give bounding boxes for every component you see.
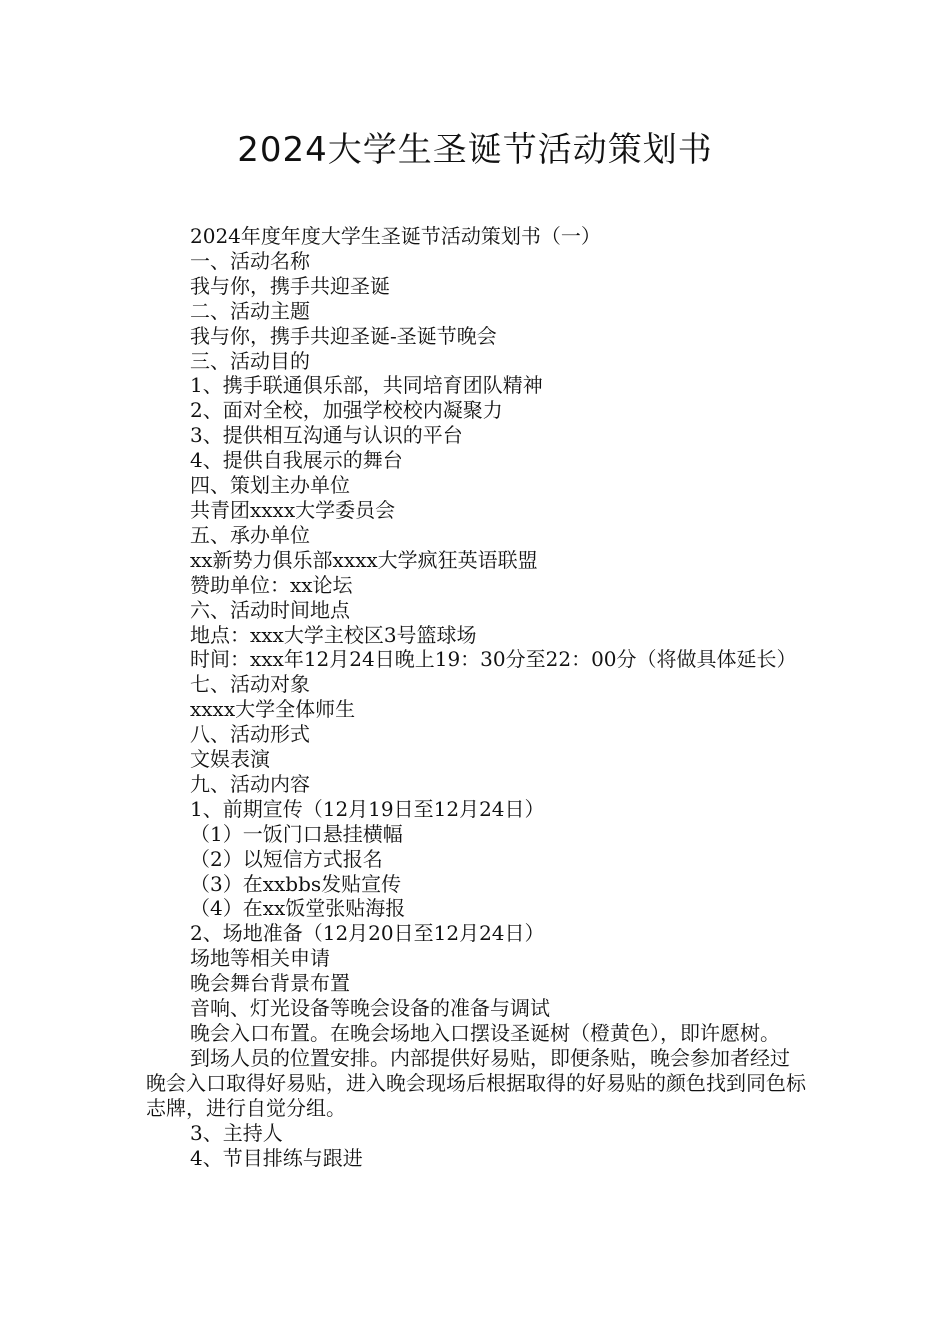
paragraph: xxxx大学全体师生: [190, 697, 356, 722]
paragraph: 我与你，携手共迎圣诞-圣诞节晚会: [190, 323, 497, 348]
paragraph: 地点：xxx大学主校区3号篮球场: [190, 622, 477, 647]
list-item: （3）在xxbbs发贴宣传: [190, 871, 402, 896]
paragraph: 2024年度年度大学生圣诞节活动策划书（一）: [190, 224, 601, 248]
paragraph: 晚会舞台背景布置: [190, 971, 350, 996]
list-item: 2、场地准备（12月20日至12月24日）: [190, 921, 545, 946]
paragraph: 场地等相关申请: [190, 946, 330, 971]
section-heading: 一、活动名称: [190, 248, 310, 273]
section-heading: 三、活动目的: [190, 348, 310, 373]
document-body: [146, 224, 808, 1170]
paragraph: 我与你，携手共迎圣诞: [190, 273, 390, 298]
list-item: 3、主持人: [190, 1120, 283, 1145]
document-title: 2024大学生圣诞节活动策划书: [237, 130, 713, 170]
paragraph: 时间：xxx年12月24日晚上19：30分至22：00分（将做具体延长）: [190, 647, 797, 672]
list-item: （1）一饭门口悬挂横幅: [190, 821, 403, 846]
paragraph: 共青团xxxx大学委员会: [190, 497, 396, 522]
section-heading: 五、承办单位: [190, 522, 310, 547]
section-heading: 四、策划主办单位: [190, 473, 350, 498]
section-heading: 七、活动对象: [190, 672, 310, 697]
list-item: （2）以短信方式报名: [190, 846, 383, 871]
section-heading: 二、活动主题: [190, 298, 310, 323]
paragraph: 音响、灯光设备等晚会设备的准备与调试: [190, 996, 550, 1021]
paragraph: xx新势力俱乐部xxxx大学疯狂英语联盟: [190, 547, 538, 572]
list-item: （4）在xx饭堂张贴海报: [190, 896, 406, 921]
list-item: 1、前期宣传（12月19日至12月24日）: [190, 796, 545, 821]
section-heading: 六、活动时间地点: [190, 597, 350, 622]
paragraph: 赞助单位：xx论坛: [190, 572, 353, 597]
list-item: 2、面对全校，加强学校校内凝聚力: [190, 398, 503, 423]
list-item: 3、提供相互沟通与认识的平台: [190, 423, 463, 448]
section-heading: 八、活动形式: [190, 722, 310, 747]
paragraph: 到场人员的位置安排。内部提供好易贴，即便条贴，晚会参加者经过晚会入口取得好易贴，进入晚会现场后根据取得的好易贴的颜色找到同色标志牌，进行自觉分组。: [146, 1045, 806, 1120]
list-item: 4、节目排练与跟进: [190, 1145, 363, 1170]
list-item: 1、携手联通俱乐部，共同培育团队精神: [190, 373, 543, 398]
section-heading: 九、活动内容: [190, 771, 310, 796]
list-item: 4、提供自我展示的舞台: [190, 448, 403, 473]
paragraph: 文娱表演: [190, 747, 270, 772]
paragraph: 晚会入口布置。在晚会场地入口摆设圣诞树（橙黄色），即许愿树。: [190, 1021, 780, 1045]
